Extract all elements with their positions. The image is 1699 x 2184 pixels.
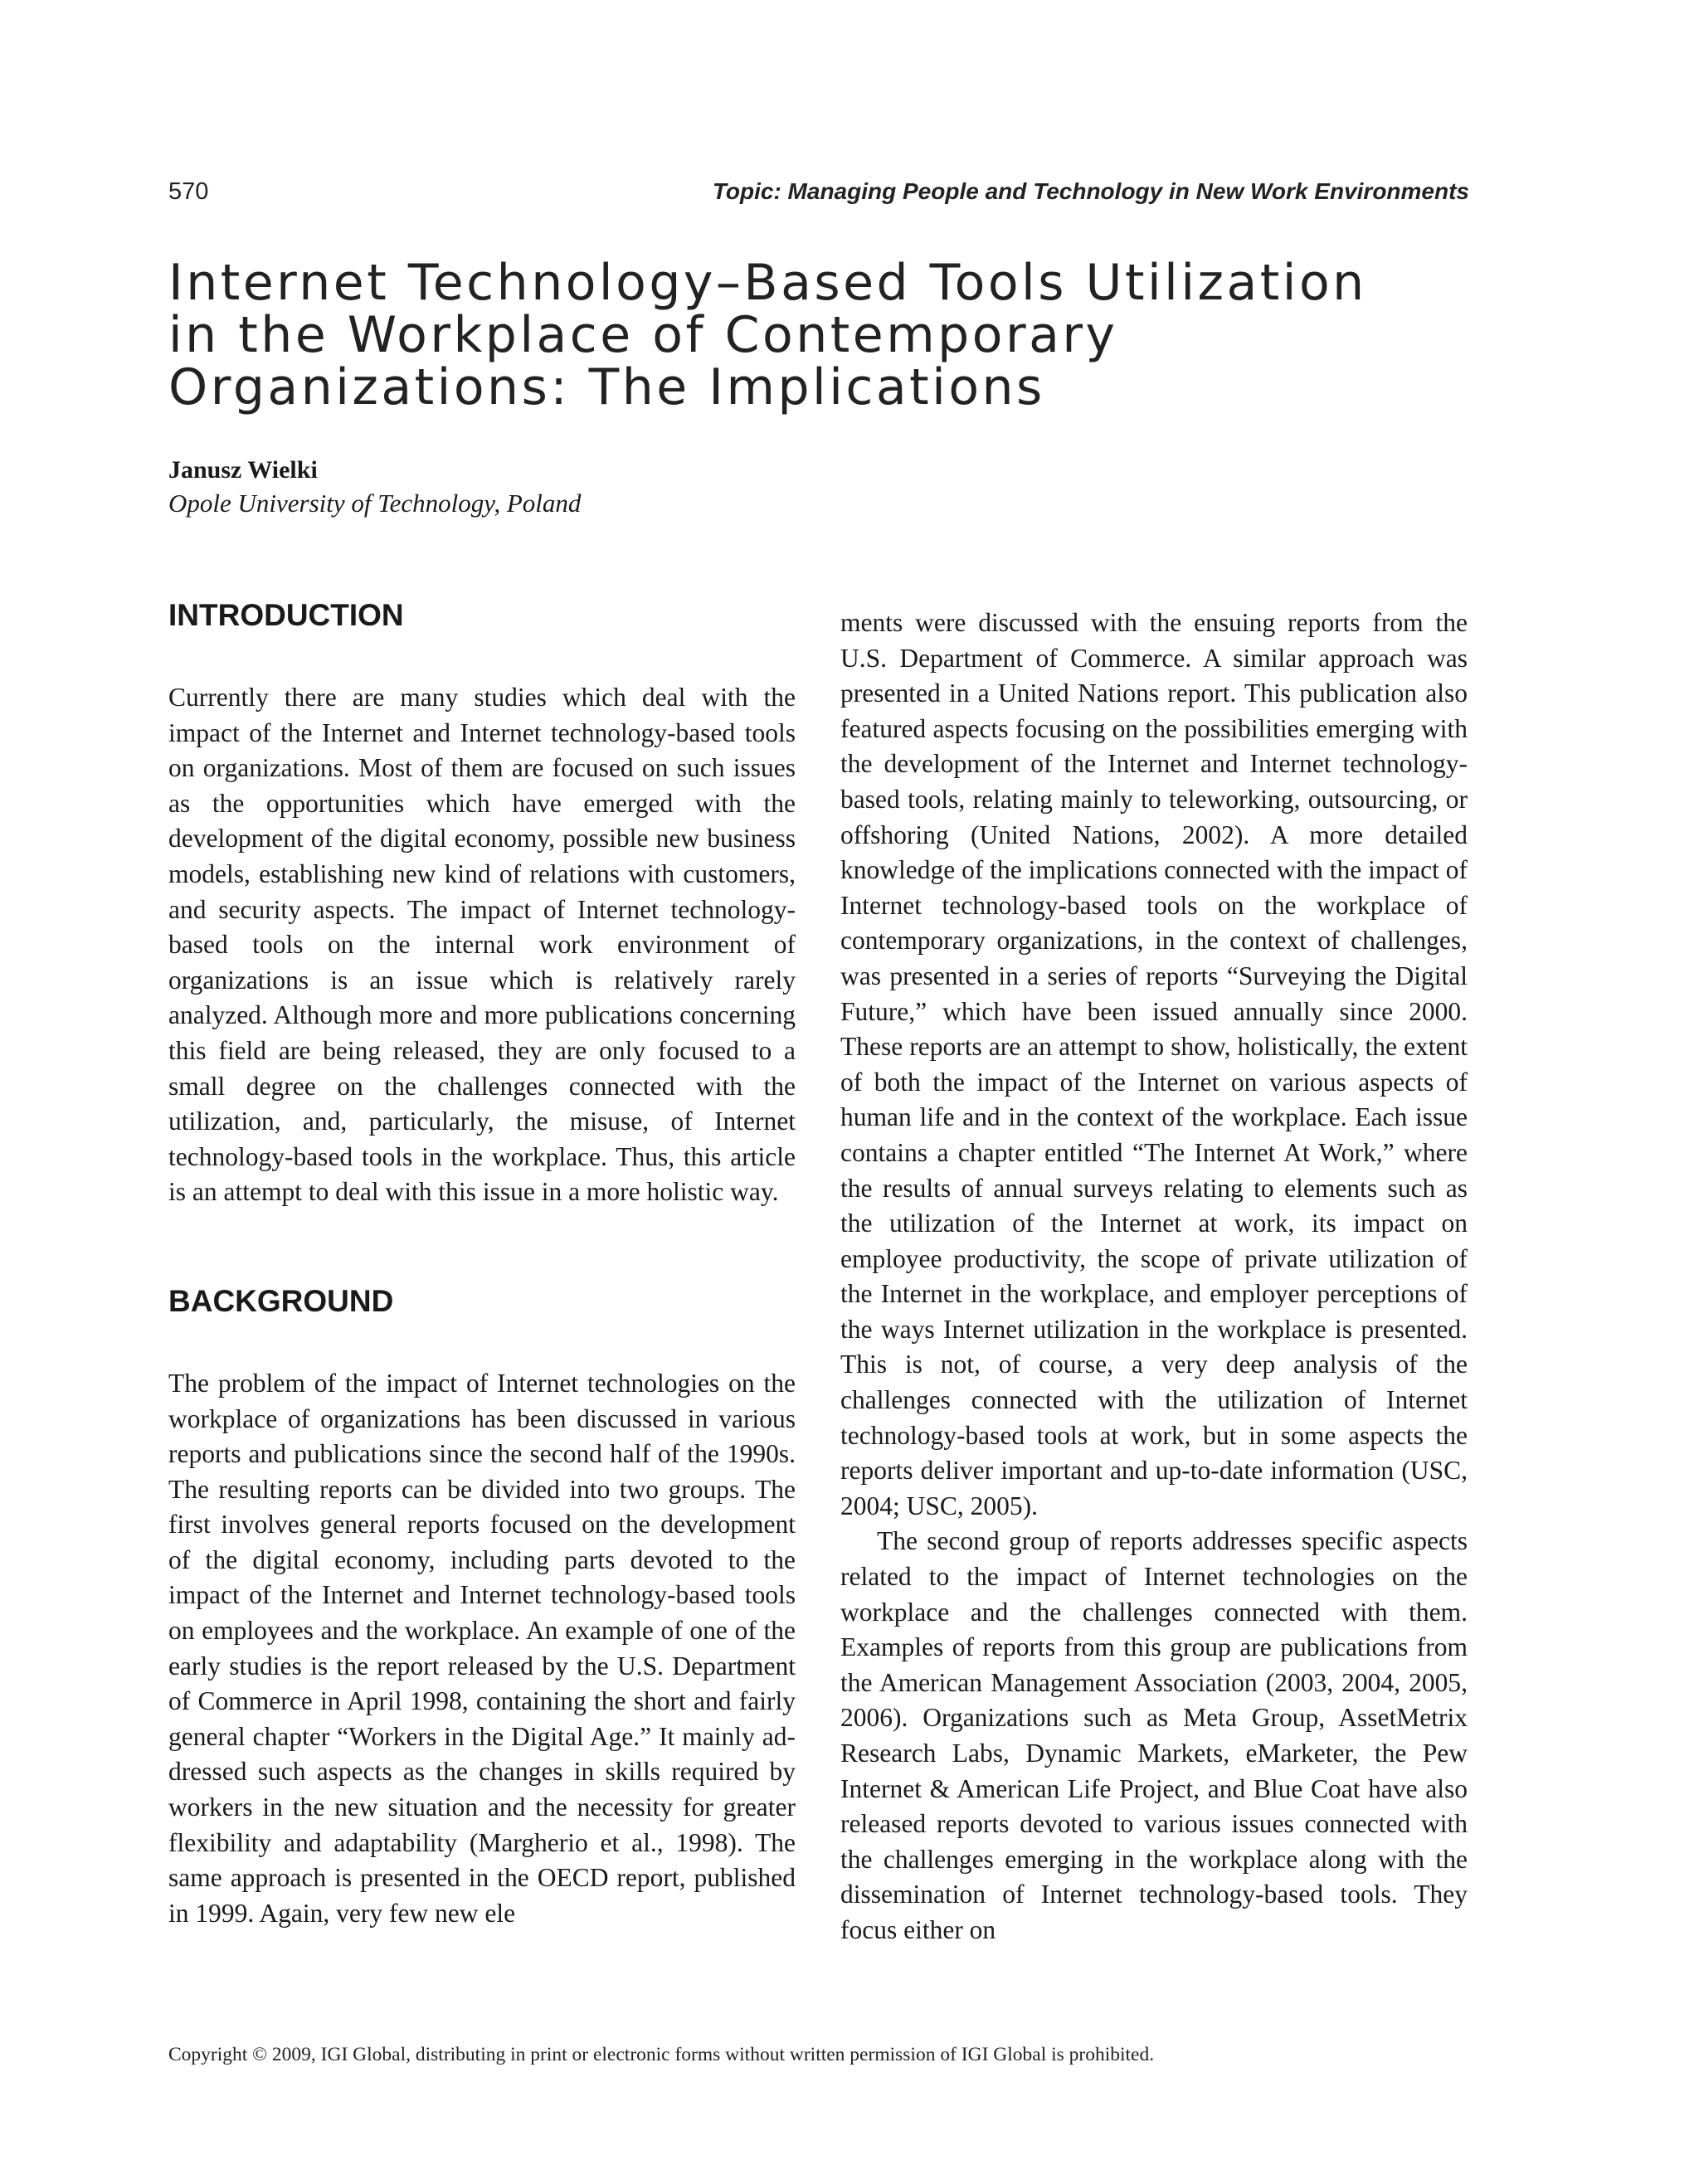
running-header-topic: Topic: Managing People and Technology in New Work Environments bbox=[712, 178, 1469, 204]
copyright-notice: Copyright © 2009, IGI Global, distributing in print or electronic forms without written permission of IGI Global is prohibited. bbox=[168, 2044, 1155, 2065]
author-name: Janusz Wielki bbox=[168, 456, 318, 484]
introduction-heading: INTRODUCTION bbox=[168, 598, 404, 632]
title-line-1: Internet Technology–Based Tools Utilization bbox=[168, 254, 1367, 312]
background-paragraph-1: The problem of the impact of Internet technologies on the workplace of organizations has been discussed in various reports and publications since the second half of the 1990s. The resulting reports can be divided into two groups. The first involves general reports focused on the development of the digital economy, including parts devoted to the impact of the Internet and Internet technology-based tools on employees and the workplace. An example of one of the early studies is the report released by the U.S. Department of Commerce in April 1998, containing the short and fairly general chapter “Workers in the Digital Age.” It mainly addressed such aspects as the changes in skills required by workers in the new situation and the necessity for greater flexibility and adaptability (Margherio et al., 1998). The same approach is presented in the OECD report, published in 1999. Again, very few new ele bbox=[168, 1368, 796, 1928]
author-affiliation: Opole University of Technology, Poland bbox=[168, 489, 582, 518]
introduction-paragraph: Currently there are many studies which deal with the impact of the Internet and Internet technology-based tools on organizations. Most of them are focused on such issues as the opportunities which have emerged with the development of the digital economy, possible new business models, establishing new kind of relations with customers, and security aspects. The impact of Internet technology-based tools on the internal work environment of organizations is an issue which is relatively rarely analyzed. Although more and more publications concerning this field are being released, they are only focused to a small degree on the challenges connected with the utilization, and, particularly, the misuse, of Internet technology-based tools in the workplace. Thus, this article is an attempt to deal with this issue in a more holistic way. bbox=[168, 683, 796, 1207]
page-number: 570 bbox=[168, 178, 209, 205]
left-column bbox=[168, 597, 796, 1931]
background-paragraph-1-continued: ments were discussed with the ensuing reports from the U.S. Department of Commerce. A similar approach was presented in a United Nations report. This publication also featured aspects focusing on the possibilities emerging with the development of the Internet and Internet technology-based tools, relating mainly to teleworking, outsourcing, or offshoring (United Nations, 2002). A more detailed knowledge of the implications connected with the impact of Internet technology-based tools on the workplace of contemporary organizations, in the context of challenges, was presented in a series of reports “Surveying the Digital Future,” which have been issued annually since 2000. These reports are an attempt to show, holistically, the extent of both the impact of the Internet on various aspects of human life and in the context of the workplace. Each issue contains a chapter entitled “The Internet At Work,” where the results of annual surveys relating to elements such as the utilization of the Internet at work, its impact on employee productivity, the scope of private utilization of the Internet in the workplace, and employer perceptions of the ways Internet utilization in the workplace is presented. This is not, of course, a very deep analysis of the challenges connected with the utilization of Internet technology-based tools at work, but in some aspects the reports deliver important and up-to-date information (USC, 2004; USC, 2005). bbox=[840, 608, 1468, 1520]
background-heading: BACKGROUND bbox=[168, 1283, 394, 1318]
article-title bbox=[168, 254, 1512, 416]
title-line-2: in the Workplace of Contemporary bbox=[168, 306, 1118, 364]
right-column bbox=[840, 606, 1468, 1948]
background-paragraph-2: The second group of reports addresses specific aspects related to the impact of Internet technologies on the workplace and the challenges connected with them. Examples of reports from this group are publications from the American Management Association (2003, 2004, 2005, 2006). Organizations such as Meta Group, AssetMetrix Research Labs, Dynamic Markets, eMarketer, the Pew Internet & American Life Project, and Blue Coat have also released reports devoted to various issues connected with the challenges emerging in the workplace along with the dissemination of Internet technology-based tools. They focus either on bbox=[840, 1526, 1468, 1944]
title-line-3: Organizations: The Implications bbox=[168, 358, 1045, 416]
